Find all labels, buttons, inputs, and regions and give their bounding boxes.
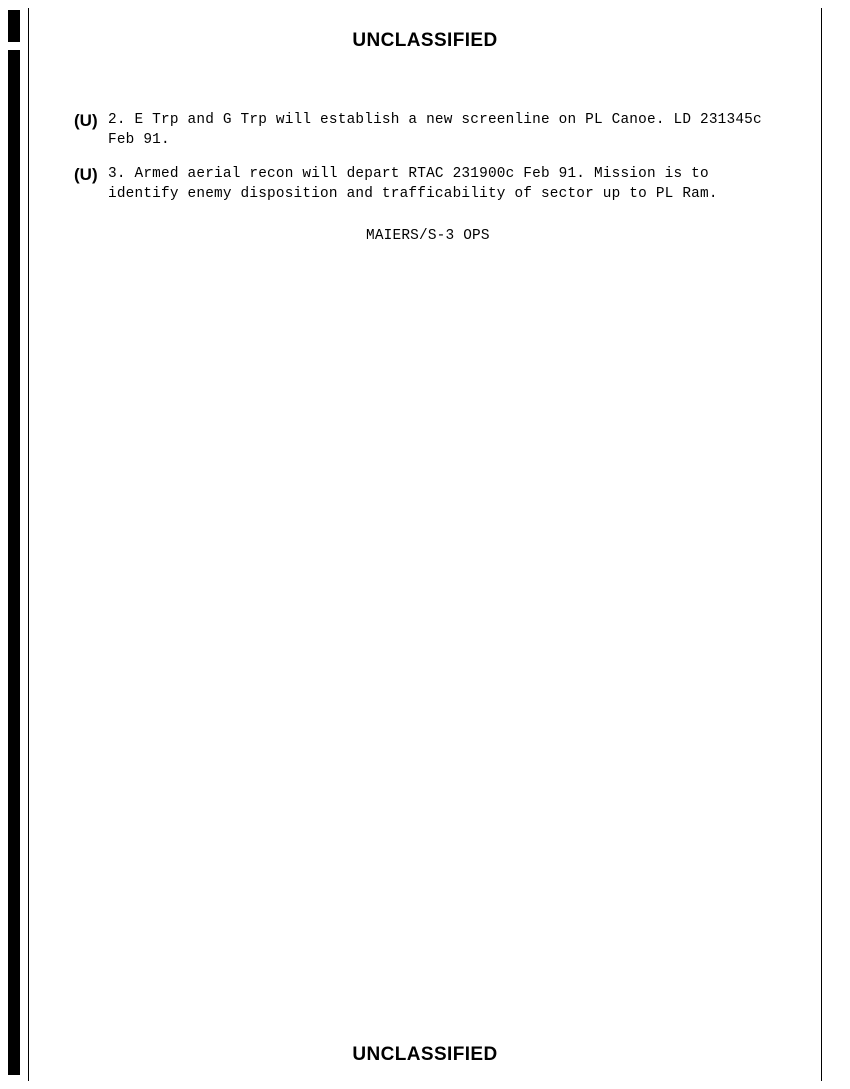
paragraph-2-classification-mark: (U)	[74, 111, 98, 130]
scan-edge-artifact	[8, 10, 20, 1075]
footer-classification-marking: UNCLASSIFIED	[352, 1044, 498, 1065]
paragraph-2	[74, 110, 774, 150]
document-body	[74, 110, 774, 246]
paragraph-3-classification-mark: (U)	[74, 165, 98, 184]
paragraph-3-text: 3. Armed aerial recon will depart RTAC 231900c Feb 91. Mission is to identify enemy disposition and trafficability of sector up to PL Ram.	[108, 166, 718, 202]
paragraph-2-text: 2. E Trp and G Trp will establish a new screenline on PL Canoe. LD 231345c Feb 91.	[108, 112, 771, 148]
paragraph-3	[74, 164, 774, 204]
header-classification-marking: UNCLASSIFIED	[352, 30, 498, 51]
signature-block: MAIERS/S-3 OPS	[366, 228, 490, 244]
